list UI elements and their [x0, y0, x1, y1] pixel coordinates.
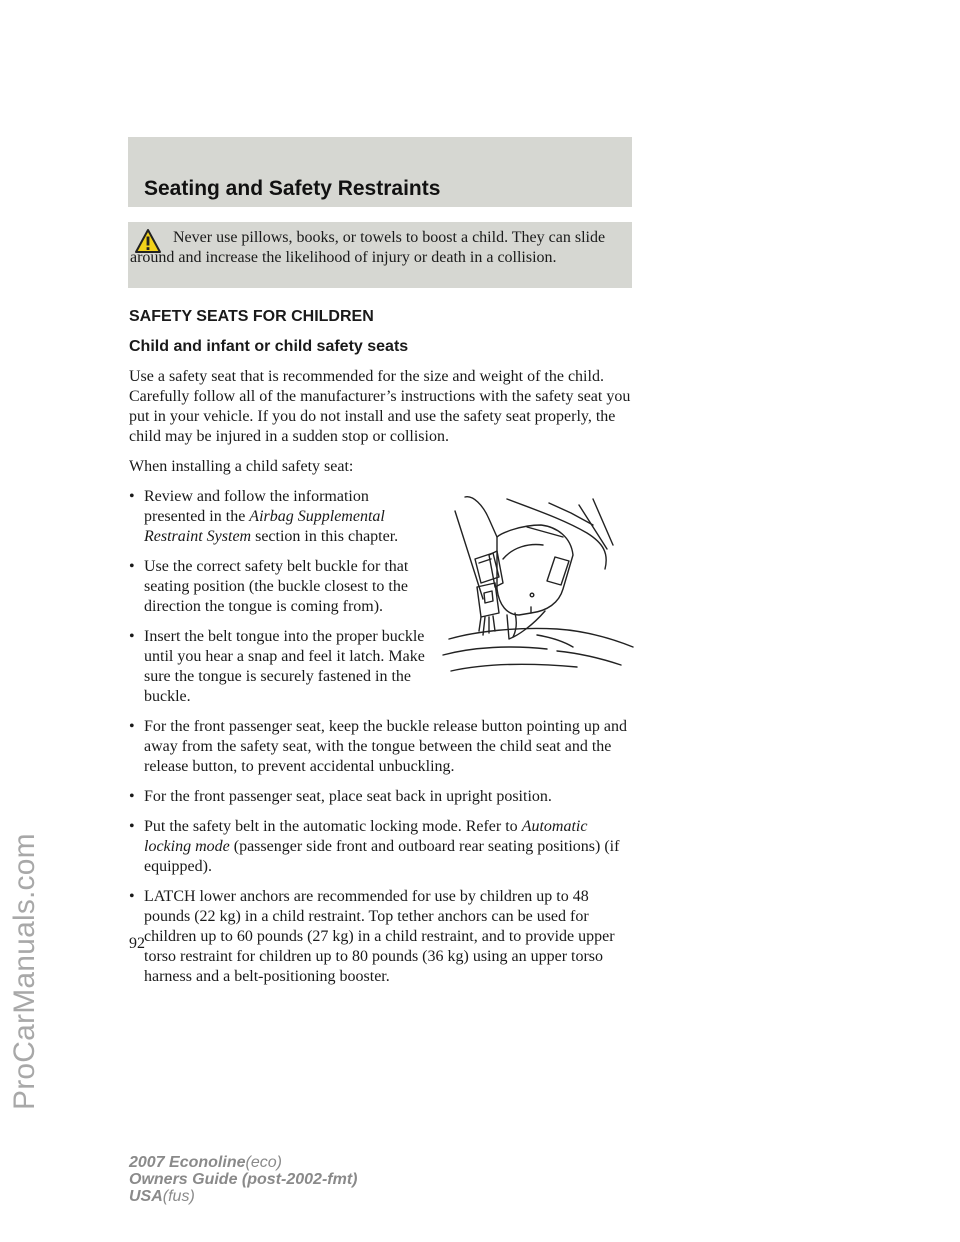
list-item [129, 817, 637, 877]
subsection-heading: Child and infant or child safety seats [129, 338, 409, 355]
chapter-header [128, 137, 632, 207]
page-number: 92 [129, 935, 145, 952]
bullet-glyph: • [129, 628, 135, 645]
bullet-glyph: • [129, 558, 135, 575]
watermark: ProCarManuals.com [8, 833, 41, 1110]
lead-paragraph: When installing a child safety seat: [129, 458, 354, 475]
list-item-text: For the front passenger seat, keep the buckle release button pointing up and away from the safety seat, with the tongue between the child seat and the release button, to prevent accidental unbuckling. [144, 718, 627, 775]
footer-line [129, 1171, 357, 1188]
list-item-text: LATCH lower anchors are recommended for use by children up to 48 pounds (22 kg) in a child restraint. Top tether anchors can be used for children up to 60 pounds (27 kg) in a child restraint, and to provide upper torso restraint for children up to 80 pounds (36 kg) using an upper torso harness and a belt-positioning booster. [144, 888, 615, 985]
bullet-glyph: • [129, 488, 135, 505]
list-item [129, 787, 637, 807]
footer-market-code: (fus) [162, 1188, 195, 1205]
warning-text: Never use pillows, books, or towels to boost a child. They can slide around and increase the likelihood of injury or death in a collision. [130, 229, 606, 266]
list-item [129, 887, 637, 987]
footer-line [129, 1154, 357, 1171]
list-item-text: Review and follow the information presented in the [144, 488, 369, 525]
bullet-glyph: • [129, 718, 135, 735]
footer-model-code: (eco) [245, 1154, 282, 1171]
footer-model: 2007 Econoline [129, 1154, 246, 1171]
list-item-text: section in this chapter. [251, 528, 399, 545]
main-content [129, 307, 637, 997]
list-item-text: (passenger side front and outboard rear seating positions) (if equipped). [144, 838, 620, 875]
warning-box [128, 222, 632, 288]
section-heading: SAFETY SEATS FOR CHILDREN [129, 308, 374, 325]
bullet-glyph: • [129, 788, 135, 805]
intro-paragraph: Use a safety seat that is recommended for the size and weight of the child. Carefully follow all of the manufacturer’s instructions with the safety seat you put in your vehicle. If you do not install and use the safety seat properly, the child may be injured in a sudden stop or collision. [129, 368, 631, 445]
list-item [129, 717, 637, 777]
footer-market: USA [129, 1188, 163, 1205]
list-item-text: Insert the belt tongue into the proper buckle until you hear a snap and feel it latch. Make sure the tongue is securely fastened in the buckle. [144, 628, 425, 705]
instruction-list [129, 487, 637, 987]
bullet-glyph: • [129, 888, 135, 905]
footer-guide: Owners Guide (post-2002-fmt) [129, 1171, 358, 1188]
chapter-title: Seating and Safety Restraints [144, 177, 441, 200]
list-item-text: Use the correct safety belt buckle for that seating position (the buckle closest to the direction the tongue is coming from). [144, 558, 409, 615]
list-item-text: For the front passenger seat, place seat back in upright position. [144, 788, 552, 805]
list-item-text: Put the safety belt in the automatic locking mode. Refer to [144, 818, 522, 835]
list-item [129, 627, 637, 707]
cross-reference: Automatic locking mode [144, 818, 588, 855]
list-item [129, 487, 637, 547]
footer-line [129, 1188, 357, 1205]
list-item [129, 557, 637, 617]
document-footer [129, 1154, 357, 1205]
bullet-glyph: • [129, 818, 135, 835]
cross-reference: Airbag Supplemental Restraint System [144, 508, 385, 545]
